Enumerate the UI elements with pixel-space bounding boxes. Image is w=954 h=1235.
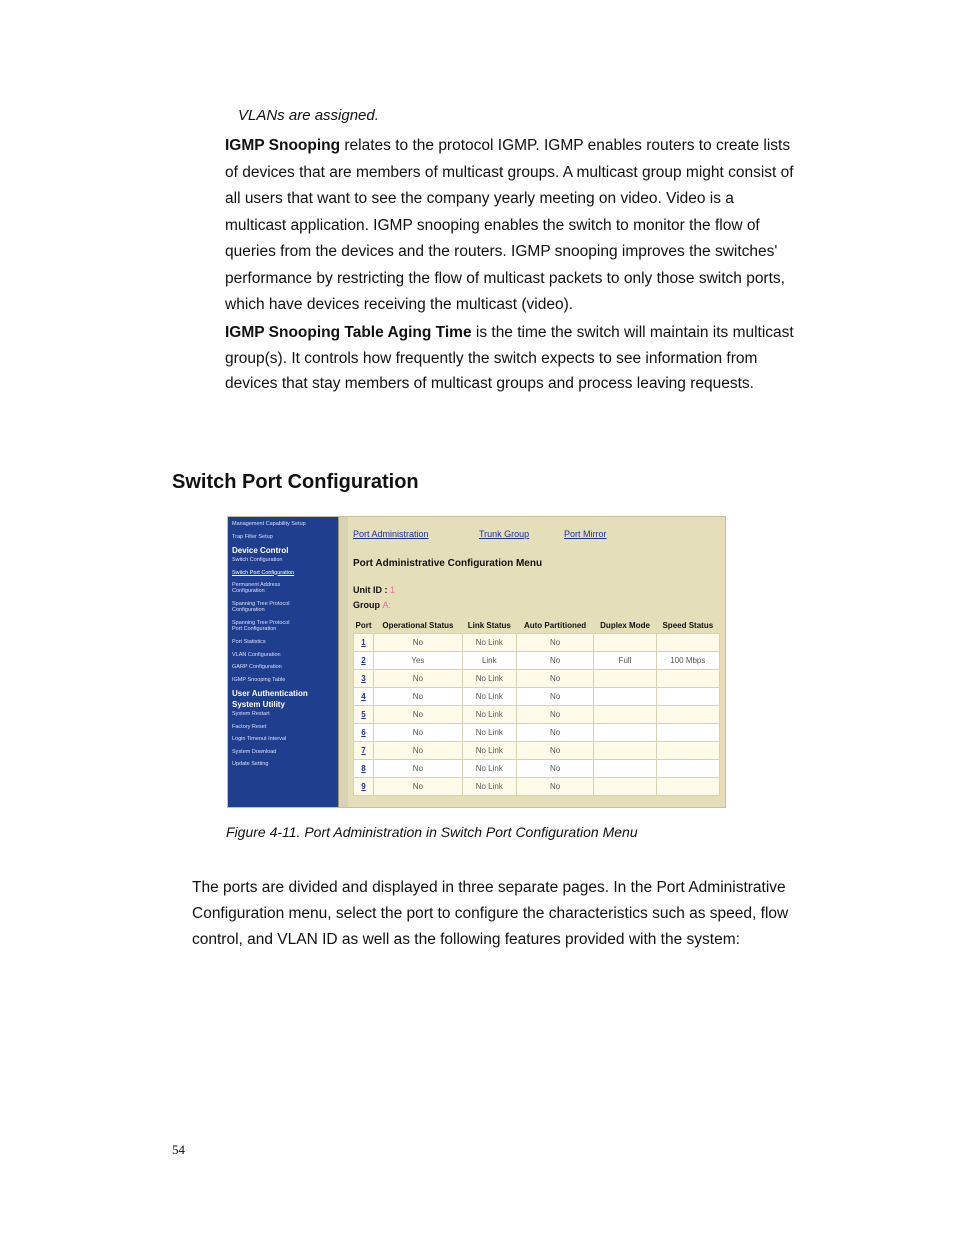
table-cell: [656, 634, 719, 652]
section-heading: Switch Port Configuration: [172, 471, 419, 493]
column-header: Link Status: [462, 617, 516, 634]
figure-sidebar: [228, 517, 338, 807]
sidebar-item-8[interactable]: Port Statistics: [232, 639, 266, 645]
table-cell: Full: [594, 652, 656, 670]
port-link[interactable]: 1: [354, 634, 374, 652]
table-cell: No Link: [462, 688, 516, 706]
term-aging-time: IGMP Snooping Table Aging Time: [225, 324, 472, 341]
table-cell: [656, 760, 719, 778]
table-cell: No: [373, 724, 462, 742]
table-cell: No Link: [462, 724, 516, 742]
paragraph-aging-time-text: is the time the switch will maintain its multicast group(s). It controls how frequently the switch expects to see information from devices that stay members of multicast groups and process leaving requests.: [225, 324, 794, 392]
sidebar-item-12: User Authentication: [232, 689, 308, 698]
unit-id-label: Unit ID :: [353, 585, 390, 595]
table-cell: No: [516, 706, 594, 724]
table-cell: 100 Mbps: [656, 652, 719, 670]
table-cell: No: [516, 652, 594, 670]
sidebar-item-10[interactable]: GARP Configuration: [232, 664, 282, 670]
table-cell: [594, 634, 656, 652]
intro-line: VLANs are assigned.: [238, 107, 379, 124]
table-cell: [656, 742, 719, 760]
table-cell: No: [516, 724, 594, 742]
sidebar-item-5[interactable]: Permanent Address Configuration: [232, 582, 281, 594]
figure-scrollbar[interactable]: [338, 517, 348, 807]
table-cell: [594, 760, 656, 778]
table-row: [354, 778, 720, 796]
table-cell: No: [373, 742, 462, 760]
table-row: [354, 634, 720, 652]
table-cell: No Link: [462, 706, 516, 724]
table-cell: [656, 778, 719, 796]
table-cell: No: [516, 742, 594, 760]
term-igmp-snooping: IGMP Snooping: [225, 137, 341, 154]
group-value: A:: [382, 600, 392, 610]
table-cell: Yes: [373, 652, 462, 670]
table-row: [354, 760, 720, 778]
unit-id: [353, 585, 395, 595]
table-cell: [594, 670, 656, 688]
link-port-mirror[interactable]: Port Mirror: [564, 529, 607, 539]
paragraph-igmp-snooping-text: relates to the protocol IGMP. IGMP enables routers to create lists of devices that are members of multicast groups. A multicast group might consist of all users that want to see the company yearly meeting on video. Video is a multicast application. IGMP snooping enables the switch to monitor the flow of queries from the devices and the routers. IGMP snooping improves the switches' performance by restricting the flow of multicast packets to only those switch ports, which have devices receiving the multicast (video).: [225, 137, 794, 313]
table-cell: No: [516, 670, 594, 688]
sidebar-item-1[interactable]: Trap Filter Setup: [232, 533, 273, 540]
sidebar-item-15[interactable]: Factory Reset: [232, 723, 267, 730]
sidebar-item-2: Device Control: [232, 546, 289, 555]
column-header: Duplex Mode: [594, 617, 656, 634]
table-cell: No: [516, 760, 594, 778]
port-link[interactable]: 3: [354, 670, 374, 688]
table-cell: [594, 706, 656, 724]
port-link[interactable]: 8: [354, 760, 374, 778]
group-label: Group: [353, 600, 383, 610]
table-cell: No Link: [462, 778, 516, 796]
page-number: 54: [172, 1142, 185, 1157]
port-table-header: [354, 617, 720, 634]
table-cell: No Link: [462, 634, 516, 652]
sidebar-item-17[interactable]: System Download: [232, 748, 277, 755]
sidebar-item-14[interactable]: System Restart: [232, 711, 270, 717]
sidebar-item-9[interactable]: VLAN Configuration: [232, 651, 281, 658]
table-row: [354, 652, 720, 670]
column-header: Auto Partitioned: [516, 617, 594, 634]
figure-screenshot: [227, 516, 726, 808]
table-cell: No: [373, 760, 462, 778]
table-cell: [594, 688, 656, 706]
table-cell: No: [373, 706, 462, 724]
column-header: Speed Status: [656, 617, 719, 634]
sidebar-item-13: System Utility: [232, 700, 285, 709]
table-cell: No Link: [462, 670, 516, 688]
group: [353, 600, 391, 610]
sidebar-item-6[interactable]: Spanning Tree Protocol Configuration: [232, 601, 290, 613]
table-cell: [656, 724, 719, 742]
link-port-administration[interactable]: Port Administration: [353, 529, 429, 539]
table-cell: [594, 778, 656, 796]
table-row: [354, 724, 720, 742]
paragraph-ports: The ports are divided and displayed in three separate pages. In the Port Administrative Configuration menu, select the port to configure the characteristics such as speed, flow control, and VLAN ID as well as the following features provided with the system:: [192, 879, 789, 948]
sidebar-item-3[interactable]: Switch Configuration: [232, 557, 283, 563]
figure-caption: Figure 4-11. Port Administration in Switch Port Configuration Menu: [226, 824, 638, 840]
port-table: [353, 617, 720, 796]
port-table-body: [354, 634, 720, 796]
unit-id-value: 1: [390, 585, 396, 595]
port-link[interactable]: 9: [354, 778, 374, 796]
menu-title: Port Administrative Configuration Menu: [353, 558, 543, 569]
table-cell: No: [373, 670, 462, 688]
table-cell: No: [373, 634, 462, 652]
table-cell: No: [373, 688, 462, 706]
table-cell: [656, 670, 719, 688]
table-cell: [594, 724, 656, 742]
table-cell: No: [516, 778, 594, 796]
link-trunk-group[interactable]: Trunk Group: [479, 529, 530, 539]
sidebar-item-7[interactable]: Spanning Tree Protocol Port Configuration: [232, 620, 290, 632]
table-cell: [594, 742, 656, 760]
table-cell: No: [373, 778, 462, 796]
port-link[interactable]: 6: [354, 724, 374, 742]
table-row: [354, 670, 720, 688]
table-row: [354, 688, 720, 706]
sidebar-item-0[interactable]: Management Capability Setup: [232, 521, 306, 527]
port-link[interactable]: 2: [354, 652, 374, 670]
port-link[interactable]: 7: [354, 742, 374, 760]
table-cell: [656, 688, 719, 706]
sidebar-item-16[interactable]: Login Timeout Interval: [232, 736, 287, 742]
sidebar-item-18[interactable]: Update Setting: [232, 761, 269, 767]
column-header: Port: [354, 617, 374, 634]
table-cell: Link: [462, 652, 516, 670]
port-link[interactable]: 4: [354, 688, 374, 706]
table-row: [354, 742, 720, 760]
table-cell: No Link: [462, 742, 516, 760]
table-cell: No Link: [462, 760, 516, 778]
paragraph-igmp-snooping: [225, 133, 795, 319]
table-cell: No: [516, 688, 594, 706]
table-cell: No: [516, 634, 594, 652]
table-cell: [656, 706, 719, 724]
port-link[interactable]: 5: [354, 706, 374, 724]
sidebar-item-11[interactable]: IGMP Snooping Table: [232, 676, 286, 683]
table-row: [354, 706, 720, 724]
sidebar-item-4[interactable]: Switch Port Configuration: [232, 569, 295, 576]
paragraph-aging-time: [225, 320, 795, 397]
column-header: Operational Status: [373, 617, 462, 634]
